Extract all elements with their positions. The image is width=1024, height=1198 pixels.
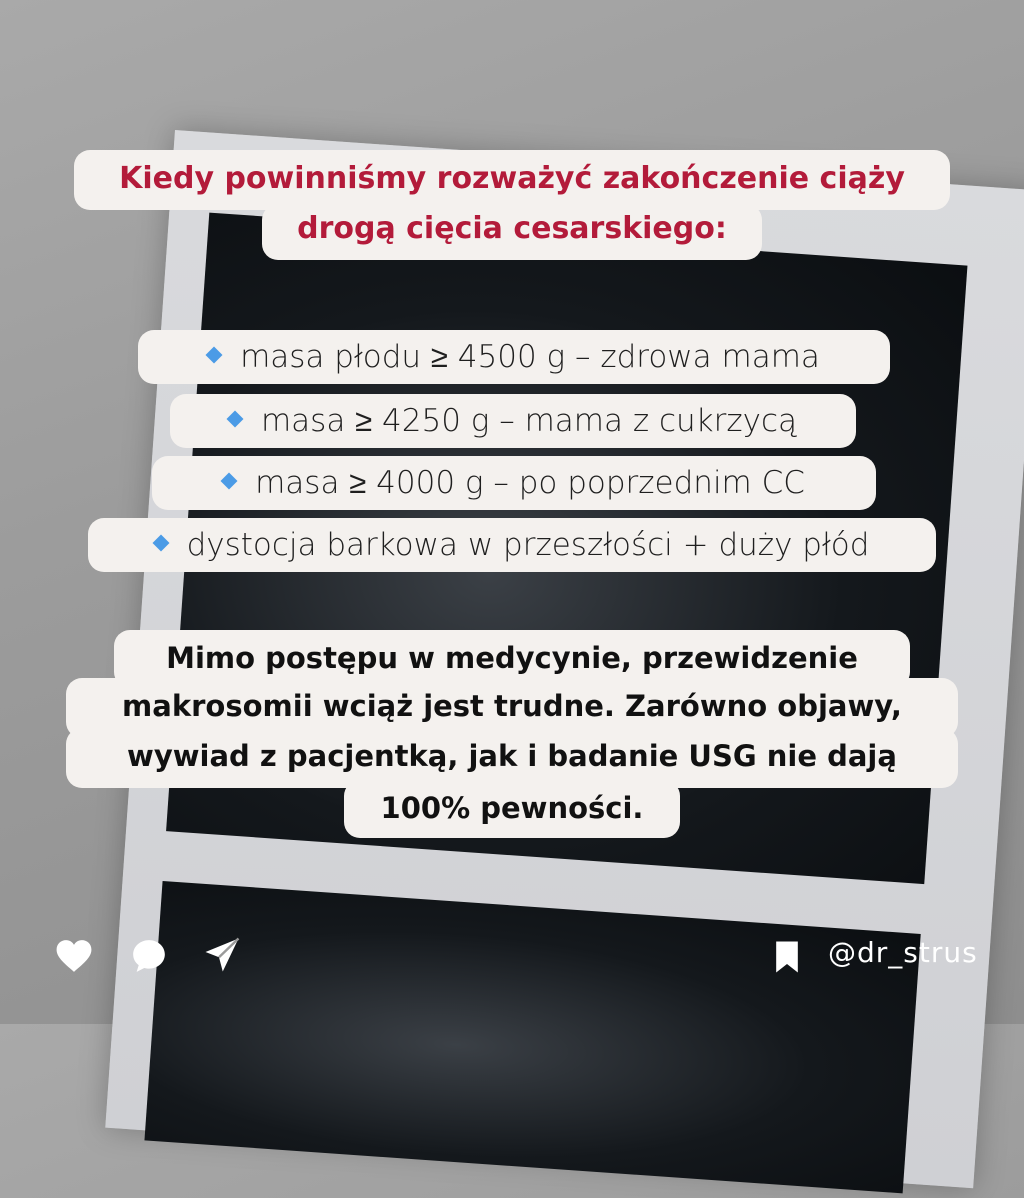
ultrasound-scan-lower — [144, 881, 920, 1193]
bullet-text: masa ≥ 4250 g – mama z cukrzycą — [260, 403, 798, 439]
note-line-1: Mimo postępu w medycynie, przewidzenie — [114, 630, 910, 688]
bullet-item — [170, 394, 856, 448]
bullet-text: dystocja barkowa w przeszłości + duży płód — [186, 527, 870, 563]
heart-icon[interactable] — [55, 938, 93, 974]
note-line-4: 100% pewności. — [344, 780, 680, 838]
bullet-item — [88, 518, 936, 572]
diamond-bullet-icon — [152, 534, 169, 551]
bullet-text: masa ≥ 4000 g – po poprzednim CC — [255, 465, 805, 501]
bullet-item — [152, 456, 876, 510]
bullet-text: masa płodu ≥ 4500 g – zdrowa mama — [240, 339, 820, 375]
bullet-item — [138, 330, 890, 384]
note-line-3: wywiad z pacjentką, jak i badanie USG nie dają — [66, 728, 958, 788]
bookmark-icon[interactable] — [774, 940, 800, 974]
diamond-bullet-icon — [206, 346, 223, 363]
title-line-1: Kiedy powinniśmy rozważyć zakończenie ciąży — [74, 150, 950, 210]
send-icon[interactable] — [204, 937, 240, 973]
title-line-2: drogą cięcia cesarskiego: — [262, 204, 762, 260]
comment-icon[interactable] — [130, 937, 168, 975]
note-line-2: makrosomii wciąż jest trudne. Zarówno objawy, — [66, 678, 958, 738]
author-handle[interactable]: @dr_strus — [828, 936, 978, 969]
diamond-bullet-icon — [221, 472, 238, 489]
diamond-bullet-icon — [226, 410, 243, 427]
